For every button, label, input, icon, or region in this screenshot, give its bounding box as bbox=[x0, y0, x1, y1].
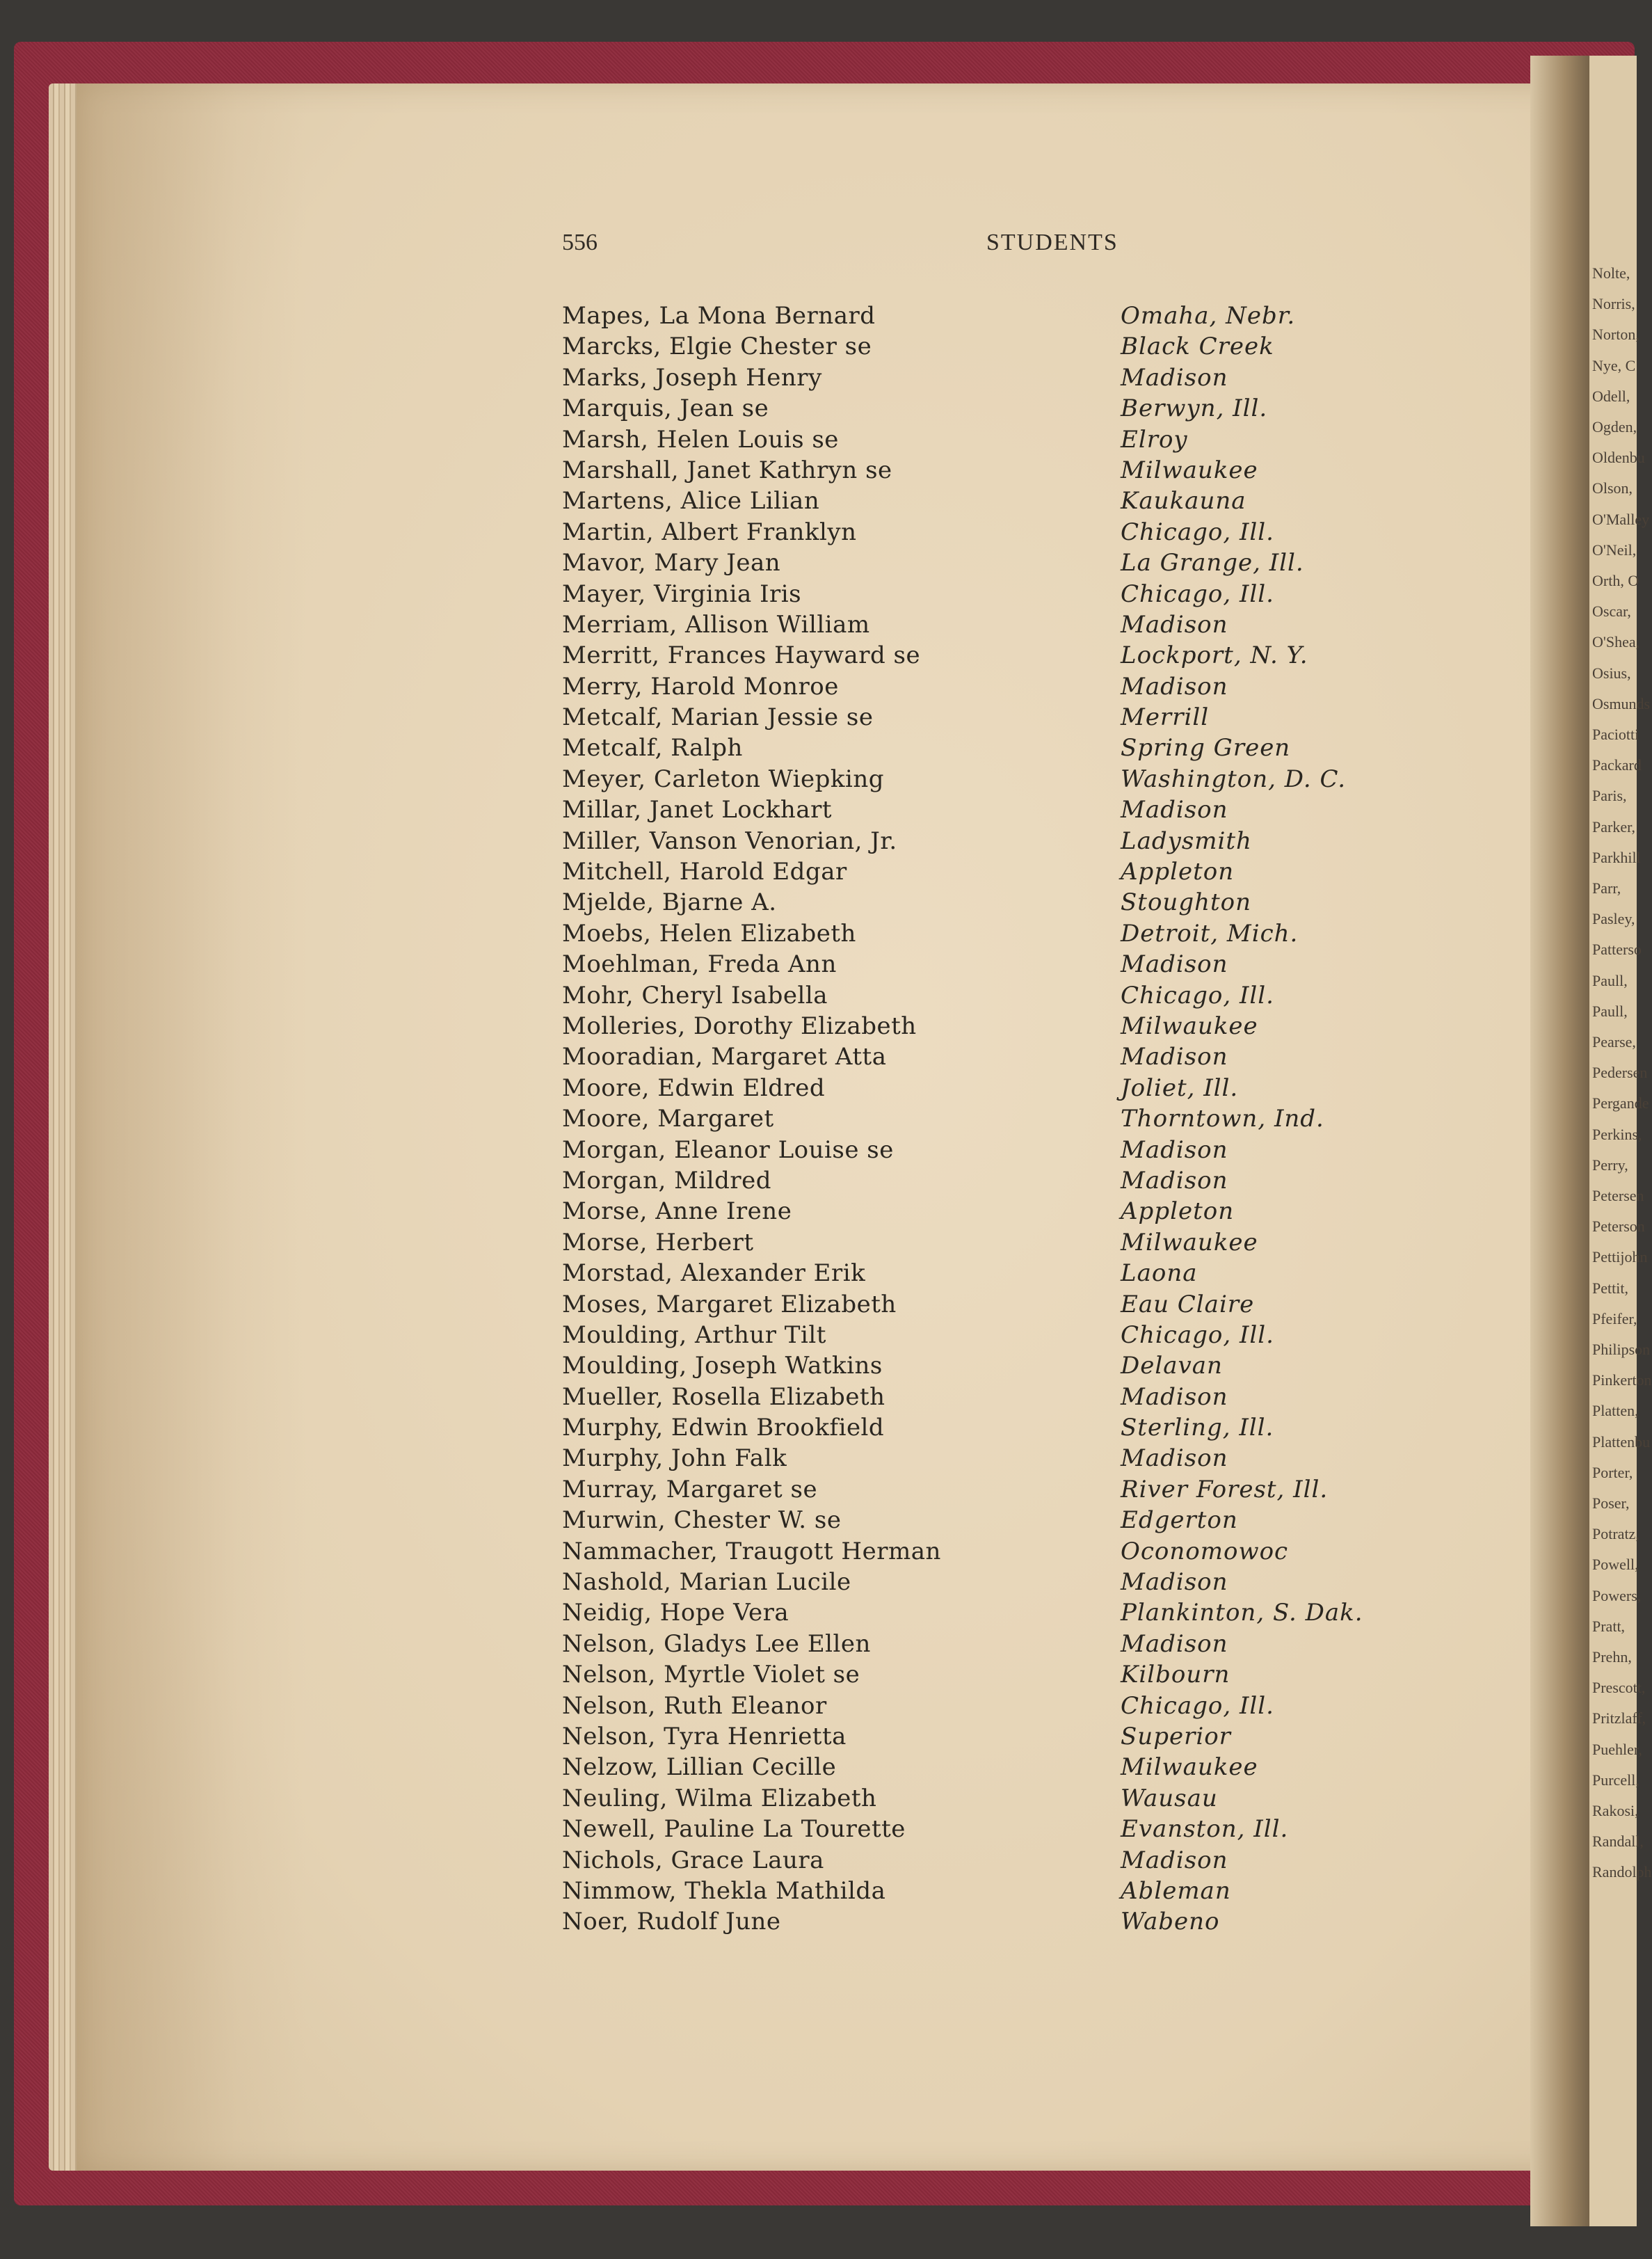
student-name: Nelson, Myrtle Violet se bbox=[562, 1661, 860, 1689]
student-name: Marsh, Helen Louis se bbox=[562, 425, 839, 454]
facing-page-fragment: Platten, bbox=[1592, 1402, 1639, 1420]
facing-page-fragment: Pergande bbox=[1592, 1094, 1649, 1112]
student-name: Morgan, Mildred bbox=[562, 1166, 772, 1195]
student-entry bbox=[562, 609, 1425, 640]
student-hometown: Kaukauna bbox=[1121, 487, 1246, 516]
facing-page-fragment: Porter, bbox=[1592, 1463, 1633, 1481]
student-hometown: Omaha, Nebr. bbox=[1121, 302, 1296, 330]
facing-page-fragment: Prehn, bbox=[1592, 1648, 1632, 1666]
page-header bbox=[562, 230, 1397, 266]
student-entry bbox=[562, 393, 1425, 424]
facing-page-edge bbox=[1589, 56, 1652, 2226]
student-name: Moses, Margaret Elizabeth bbox=[562, 1290, 897, 1318]
student-hometown: Black Creek bbox=[1121, 333, 1274, 361]
student-hometown: Madison bbox=[1121, 1166, 1228, 1195]
facing-page-fragment: O'Neil, bbox=[1592, 541, 1637, 559]
student-name: Meyer, Carleton Wiepking bbox=[562, 765, 885, 793]
student-name: Marcks, Elgie Chester se bbox=[562, 333, 872, 361]
student-hometown: Detroit, Mich. bbox=[1121, 919, 1299, 948]
student-name: Morstad, Alexander Erik bbox=[562, 1259, 866, 1288]
student-list bbox=[562, 301, 1425, 1938]
student-name: Merritt, Frances Hayward se bbox=[562, 641, 921, 670]
student-entry bbox=[562, 1227, 1425, 1258]
facing-page-fragment: Pettijohn bbox=[1592, 1248, 1648, 1266]
student-name: Mooradian, Margaret Atta bbox=[562, 1043, 887, 1071]
facing-page-fragment: Norton, bbox=[1592, 326, 1639, 344]
facing-page-fragment: Oldenbu bbox=[1592, 449, 1645, 467]
student-hometown: Berwyn, Ill. bbox=[1121, 394, 1268, 423]
student-name: Nammacher, Traugott Herman bbox=[562, 1537, 941, 1565]
student-hometown: Chicago, Ill. bbox=[1121, 1320, 1274, 1349]
student-entry bbox=[562, 486, 1425, 516]
student-name: Moulding, Joseph Watkins bbox=[562, 1352, 883, 1380]
facing-page-fragment: Puehler, bbox=[1592, 1740, 1642, 1758]
student-hometown: Washington, D. C. bbox=[1121, 765, 1347, 793]
student-entry bbox=[562, 764, 1425, 795]
student-name: Marquis, Jean se bbox=[562, 394, 769, 423]
student-hometown: Evanston, Ill. bbox=[1121, 1815, 1289, 1844]
student-entry bbox=[562, 1659, 1425, 1690]
facing-page-fragment: Prescott, bbox=[1592, 1679, 1646, 1697]
student-name: Murwin, Chester W. se bbox=[562, 1506, 842, 1535]
student-entry bbox=[562, 1567, 1425, 1597]
facing-page-fragment: Nolte, bbox=[1592, 264, 1630, 282]
student-name: Murphy, Edwin Brookfield bbox=[562, 1414, 885, 1442]
facing-page-fragment: Randall, bbox=[1592, 1833, 1644, 1851]
student-name: Mapes, La Mona Bernard bbox=[562, 302, 876, 330]
student-hometown: Madison bbox=[1121, 796, 1228, 824]
student-hometown: Ableman bbox=[1121, 1876, 1231, 1905]
facing-page-fragment: Packard bbox=[1592, 756, 1642, 774]
student-entry bbox=[562, 1629, 1425, 1659]
student-entry bbox=[562, 1814, 1425, 1844]
facing-page-fragment: Ogden, bbox=[1592, 418, 1637, 436]
student-name: Mjelde, Bjarne A. bbox=[562, 888, 777, 917]
student-entry bbox=[562, 887, 1425, 918]
running-head: STUDENTS bbox=[986, 230, 1118, 255]
facing-page-fragment: Paris, bbox=[1592, 787, 1627, 805]
facing-page-fragment: Pratt, bbox=[1592, 1617, 1626, 1635]
student-name: Nelson, Gladys Lee Ellen bbox=[562, 1629, 871, 1658]
student-hometown: Milwaukee bbox=[1121, 456, 1258, 484]
student-name: Murray, Margaret se bbox=[562, 1475, 818, 1503]
student-name: Murphy, John Falk bbox=[562, 1444, 787, 1473]
student-hometown: Elroy bbox=[1121, 425, 1188, 454]
student-hometown: Delavan bbox=[1121, 1352, 1223, 1380]
student-hometown: Wabeno bbox=[1121, 1908, 1220, 1936]
student-hometown: Appleton bbox=[1121, 1197, 1235, 1226]
student-hometown: Oconomowoc bbox=[1121, 1537, 1289, 1565]
student-name: Moehlman, Freda Ann bbox=[562, 950, 837, 979]
student-name: Merriam, Allison William bbox=[562, 610, 870, 639]
facing-page-fragment: Pritzlaff, bbox=[1592, 1709, 1646, 1727]
student-name: Nelson, Ruth Eleanor bbox=[562, 1691, 827, 1720]
facing-page-fragment: Pasley, bbox=[1592, 910, 1635, 928]
student-hometown: Madison bbox=[1121, 672, 1228, 701]
student-hometown: Wausau bbox=[1121, 1784, 1218, 1812]
book-gutter bbox=[1530, 56, 1593, 2226]
student-entry bbox=[562, 949, 1425, 980]
student-hometown: Madison bbox=[1121, 1568, 1228, 1597]
student-entry bbox=[562, 331, 1425, 362]
student-entry bbox=[562, 579, 1425, 609]
facing-page-fragment: Paull, bbox=[1592, 1002, 1628, 1020]
student-name: Neidig, Hope Vera bbox=[562, 1599, 789, 1627]
student-hometown: Madison bbox=[1121, 1043, 1228, 1071]
student-entry bbox=[562, 1906, 1425, 1937]
student-name: Mayer, Virginia Iris bbox=[562, 580, 802, 608]
facing-page-fragment: Poser, bbox=[1592, 1494, 1630, 1512]
student-entry bbox=[562, 517, 1425, 548]
student-name: Mavor, Mary Jean bbox=[562, 549, 781, 577]
facing-page-fragment: Potratz, bbox=[1592, 1525, 1639, 1543]
student-entry bbox=[562, 1041, 1425, 1072]
page-number: 556 bbox=[562, 230, 598, 255]
student-hometown: Chicago, Ill. bbox=[1121, 1691, 1274, 1720]
student-name: Molleries, Dorothy Elizabeth bbox=[562, 1012, 917, 1040]
student-hometown: Madison bbox=[1121, 1846, 1228, 1874]
student-name: Mueller, Rosella Elizabeth bbox=[562, 1382, 885, 1411]
student-hometown: Milwaukee bbox=[1121, 1228, 1258, 1256]
student-entry bbox=[562, 1474, 1425, 1505]
student-name: Moore, Margaret bbox=[562, 1105, 774, 1133]
student-hometown: Madison bbox=[1121, 1444, 1228, 1473]
student-hometown: Stoughton bbox=[1121, 888, 1252, 917]
student-hometown: Joliet, Ill. bbox=[1121, 1073, 1239, 1102]
facing-page-fragment: Parkhill bbox=[1592, 848, 1641, 866]
facing-page-fragment: Paull, bbox=[1592, 971, 1628, 989]
student-hometown: Milwaukee bbox=[1121, 1753, 1258, 1782]
student-hometown: Thorntown, Ind. bbox=[1121, 1105, 1324, 1133]
facing-page-fragment: Nye, C bbox=[1592, 356, 1636, 374]
student-hometown: Superior bbox=[1121, 1722, 1231, 1750]
student-name: Nashold, Marian Lucile bbox=[562, 1568, 851, 1597]
facing-page-fragment: O'Shea, bbox=[1592, 633, 1640, 651]
facing-page-fragment: Parker, bbox=[1592, 817, 1636, 836]
student-hometown: Plankinton, S. Dak. bbox=[1121, 1599, 1363, 1627]
student-name: Moulding, Arthur Tilt bbox=[562, 1320, 826, 1349]
student-hometown: Madison bbox=[1121, 1382, 1228, 1411]
student-entry bbox=[562, 1412, 1425, 1443]
student-entry bbox=[562, 362, 1425, 393]
student-hometown: Madison bbox=[1121, 610, 1228, 639]
student-hometown: Madison bbox=[1121, 1135, 1228, 1164]
facing-page-fragment: Powell, bbox=[1592, 1556, 1639, 1574]
student-entry bbox=[562, 1073, 1425, 1103]
facing-page-fragment: Orth, O bbox=[1592, 572, 1639, 589]
student-entry bbox=[562, 1350, 1425, 1381]
facing-page-fragment: Pfeifer, bbox=[1592, 1309, 1637, 1327]
student-hometown: Edgerton bbox=[1121, 1506, 1238, 1535]
student-name: Marks, Joseph Henry bbox=[562, 363, 822, 392]
student-hometown: Appleton bbox=[1121, 858, 1235, 886]
student-hometown: Merrill bbox=[1121, 703, 1210, 732]
facing-page-fragment: Parr, bbox=[1592, 879, 1621, 897]
student-entry bbox=[562, 795, 1425, 825]
student-name: Nelzow, Lillian Cecille bbox=[562, 1753, 837, 1782]
facing-page-fragment: Petersen bbox=[1592, 1187, 1644, 1204]
facing-page-fragment: Purcell, bbox=[1592, 1771, 1639, 1789]
student-hometown: Kilbourn bbox=[1121, 1661, 1230, 1689]
student-name: Nelson, Tyra Henrietta bbox=[562, 1722, 847, 1750]
student-hometown: Chicago, Ill. bbox=[1121, 981, 1274, 1009]
student-entry bbox=[562, 301, 1425, 331]
student-hometown: Madison bbox=[1121, 950, 1228, 979]
student-name: Mohr, Cheryl Isabella bbox=[562, 981, 828, 1009]
student-hometown: Chicago, Ill. bbox=[1121, 580, 1274, 608]
student-name: Millar, Janet Lockhart bbox=[562, 796, 833, 824]
student-name: Metcalf, Marian Jessie se bbox=[562, 703, 874, 732]
facing-page-fragment: Philipson bbox=[1592, 1341, 1651, 1358]
student-hometown: Spring Green bbox=[1121, 734, 1291, 763]
facing-page-fragment: Norris, bbox=[1592, 295, 1635, 313]
student-entry bbox=[562, 1320, 1425, 1350]
student-entry bbox=[562, 1752, 1425, 1782]
student-name: Nimmow, Thekla Mathilda bbox=[562, 1876, 886, 1905]
student-name: Morse, Anne Irene bbox=[562, 1197, 792, 1226]
student-hometown: River Forest, Ill. bbox=[1121, 1475, 1329, 1503]
student-name: Nichols, Grace Laura bbox=[562, 1846, 824, 1874]
facing-page-fragment: Pearse, bbox=[1592, 1033, 1636, 1051]
student-entry bbox=[562, 918, 1425, 949]
student-name: Morse, Herbert bbox=[562, 1228, 754, 1256]
student-entry bbox=[562, 424, 1425, 455]
facing-page-fragment: Pettit, bbox=[1592, 1279, 1628, 1297]
student-entry bbox=[562, 980, 1425, 1011]
facing-page-fragment: Pinkerton bbox=[1592, 1371, 1652, 1389]
student-entry bbox=[562, 1691, 1425, 1721]
facing-page-fragment: Powers, bbox=[1592, 1586, 1642, 1604]
student-hometown: Eau Claire bbox=[1121, 1290, 1255, 1318]
student-name: Martin, Albert Franklyn bbox=[562, 518, 857, 546]
page-shading bbox=[77, 83, 306, 2171]
facing-page-fragment: Plattenbu bbox=[1592, 1432, 1651, 1451]
student-name: Metcalf, Ralph bbox=[562, 734, 743, 763]
student-name: Martens, Alice Lilian bbox=[562, 487, 820, 516]
student-entry bbox=[562, 1783, 1425, 1814]
student-hometown: Madison bbox=[1121, 363, 1228, 392]
facing-page-fragment: Perry, bbox=[1592, 1156, 1628, 1174]
student-hometown: Lockport, N. Y. bbox=[1121, 641, 1308, 670]
student-name: Moebs, Helen Elizabeth bbox=[562, 919, 856, 948]
facing-page-fragment: Olson, bbox=[1592, 479, 1633, 497]
facing-page-fragment: Oscar, bbox=[1592, 602, 1631, 621]
student-entry bbox=[562, 1876, 1425, 1906]
student-entry bbox=[562, 1505, 1425, 1535]
student-entry bbox=[562, 455, 1425, 486]
facing-page-fragment: Perkins, bbox=[1592, 1125, 1642, 1143]
student-name: Merry, Harold Monroe bbox=[562, 672, 839, 701]
student-hometown: Ladysmith bbox=[1121, 827, 1252, 855]
student-entry bbox=[562, 1597, 1425, 1628]
facing-page-fragment: O'Malley bbox=[1592, 510, 1650, 528]
student-entry bbox=[562, 1845, 1425, 1876]
facing-page-fragment: Osius, bbox=[1592, 664, 1631, 682]
student-entry bbox=[562, 640, 1425, 671]
student-name: Noer, Rudolf June bbox=[562, 1908, 781, 1936]
student-entry bbox=[562, 1721, 1425, 1752]
facing-page-fragment: Randolph bbox=[1592, 1863, 1652, 1881]
student-entry bbox=[562, 1165, 1425, 1196]
facing-page-fragment: Osmunds bbox=[1592, 694, 1651, 712]
facing-page-fragment: Patterso bbox=[1592, 941, 1642, 959]
student-hometown: Chicago, Ill. bbox=[1121, 518, 1274, 546]
student-name: Newell, Pauline La Tourette bbox=[562, 1815, 906, 1844]
student-entry bbox=[562, 1011, 1425, 1041]
facing-page-fragment: Peterson bbox=[1592, 1218, 1645, 1236]
student-name: Marshall, Janet Kathryn se bbox=[562, 456, 892, 484]
student-entry bbox=[562, 733, 1425, 763]
student-name: Neuling, Wilma Elizabeth bbox=[562, 1784, 877, 1812]
student-entry bbox=[562, 671, 1425, 702]
student-hometown: Madison bbox=[1121, 1629, 1228, 1658]
student-entry bbox=[562, 1135, 1425, 1165]
student-entry bbox=[562, 1443, 1425, 1474]
facing-page-fragment: Rakosi, bbox=[1592, 1802, 1639, 1819]
student-entry bbox=[562, 1536, 1425, 1567]
student-entry bbox=[562, 1196, 1425, 1227]
student-name: Miller, Vanson Venorian, Jr. bbox=[562, 827, 897, 855]
student-entry bbox=[562, 548, 1425, 578]
student-name: Morgan, Eleanor Louise se bbox=[562, 1135, 894, 1164]
student-name: Mitchell, Harold Edgar bbox=[562, 858, 847, 886]
student-hometown: Sterling, Ill. bbox=[1121, 1414, 1274, 1442]
student-entry bbox=[562, 1289, 1425, 1320]
student-entry bbox=[562, 826, 1425, 856]
facing-page-fragment: Paciotti bbox=[1592, 726, 1639, 743]
student-entry bbox=[562, 856, 1425, 887]
student-hometown: Milwaukee bbox=[1121, 1012, 1258, 1040]
student-entry bbox=[562, 1382, 1425, 1412]
student-entry bbox=[562, 1258, 1425, 1288]
student-name: Moore, Edwin Eldred bbox=[562, 1073, 826, 1102]
facing-page-fragment: Odell, bbox=[1592, 387, 1630, 405]
student-hometown: La Grange, Ill. bbox=[1121, 549, 1304, 577]
facing-page-fragment: Pedersen bbox=[1592, 1064, 1648, 1082]
student-entry bbox=[562, 702, 1425, 733]
student-hometown: Laona bbox=[1121, 1259, 1198, 1288]
student-entry bbox=[562, 1103, 1425, 1134]
